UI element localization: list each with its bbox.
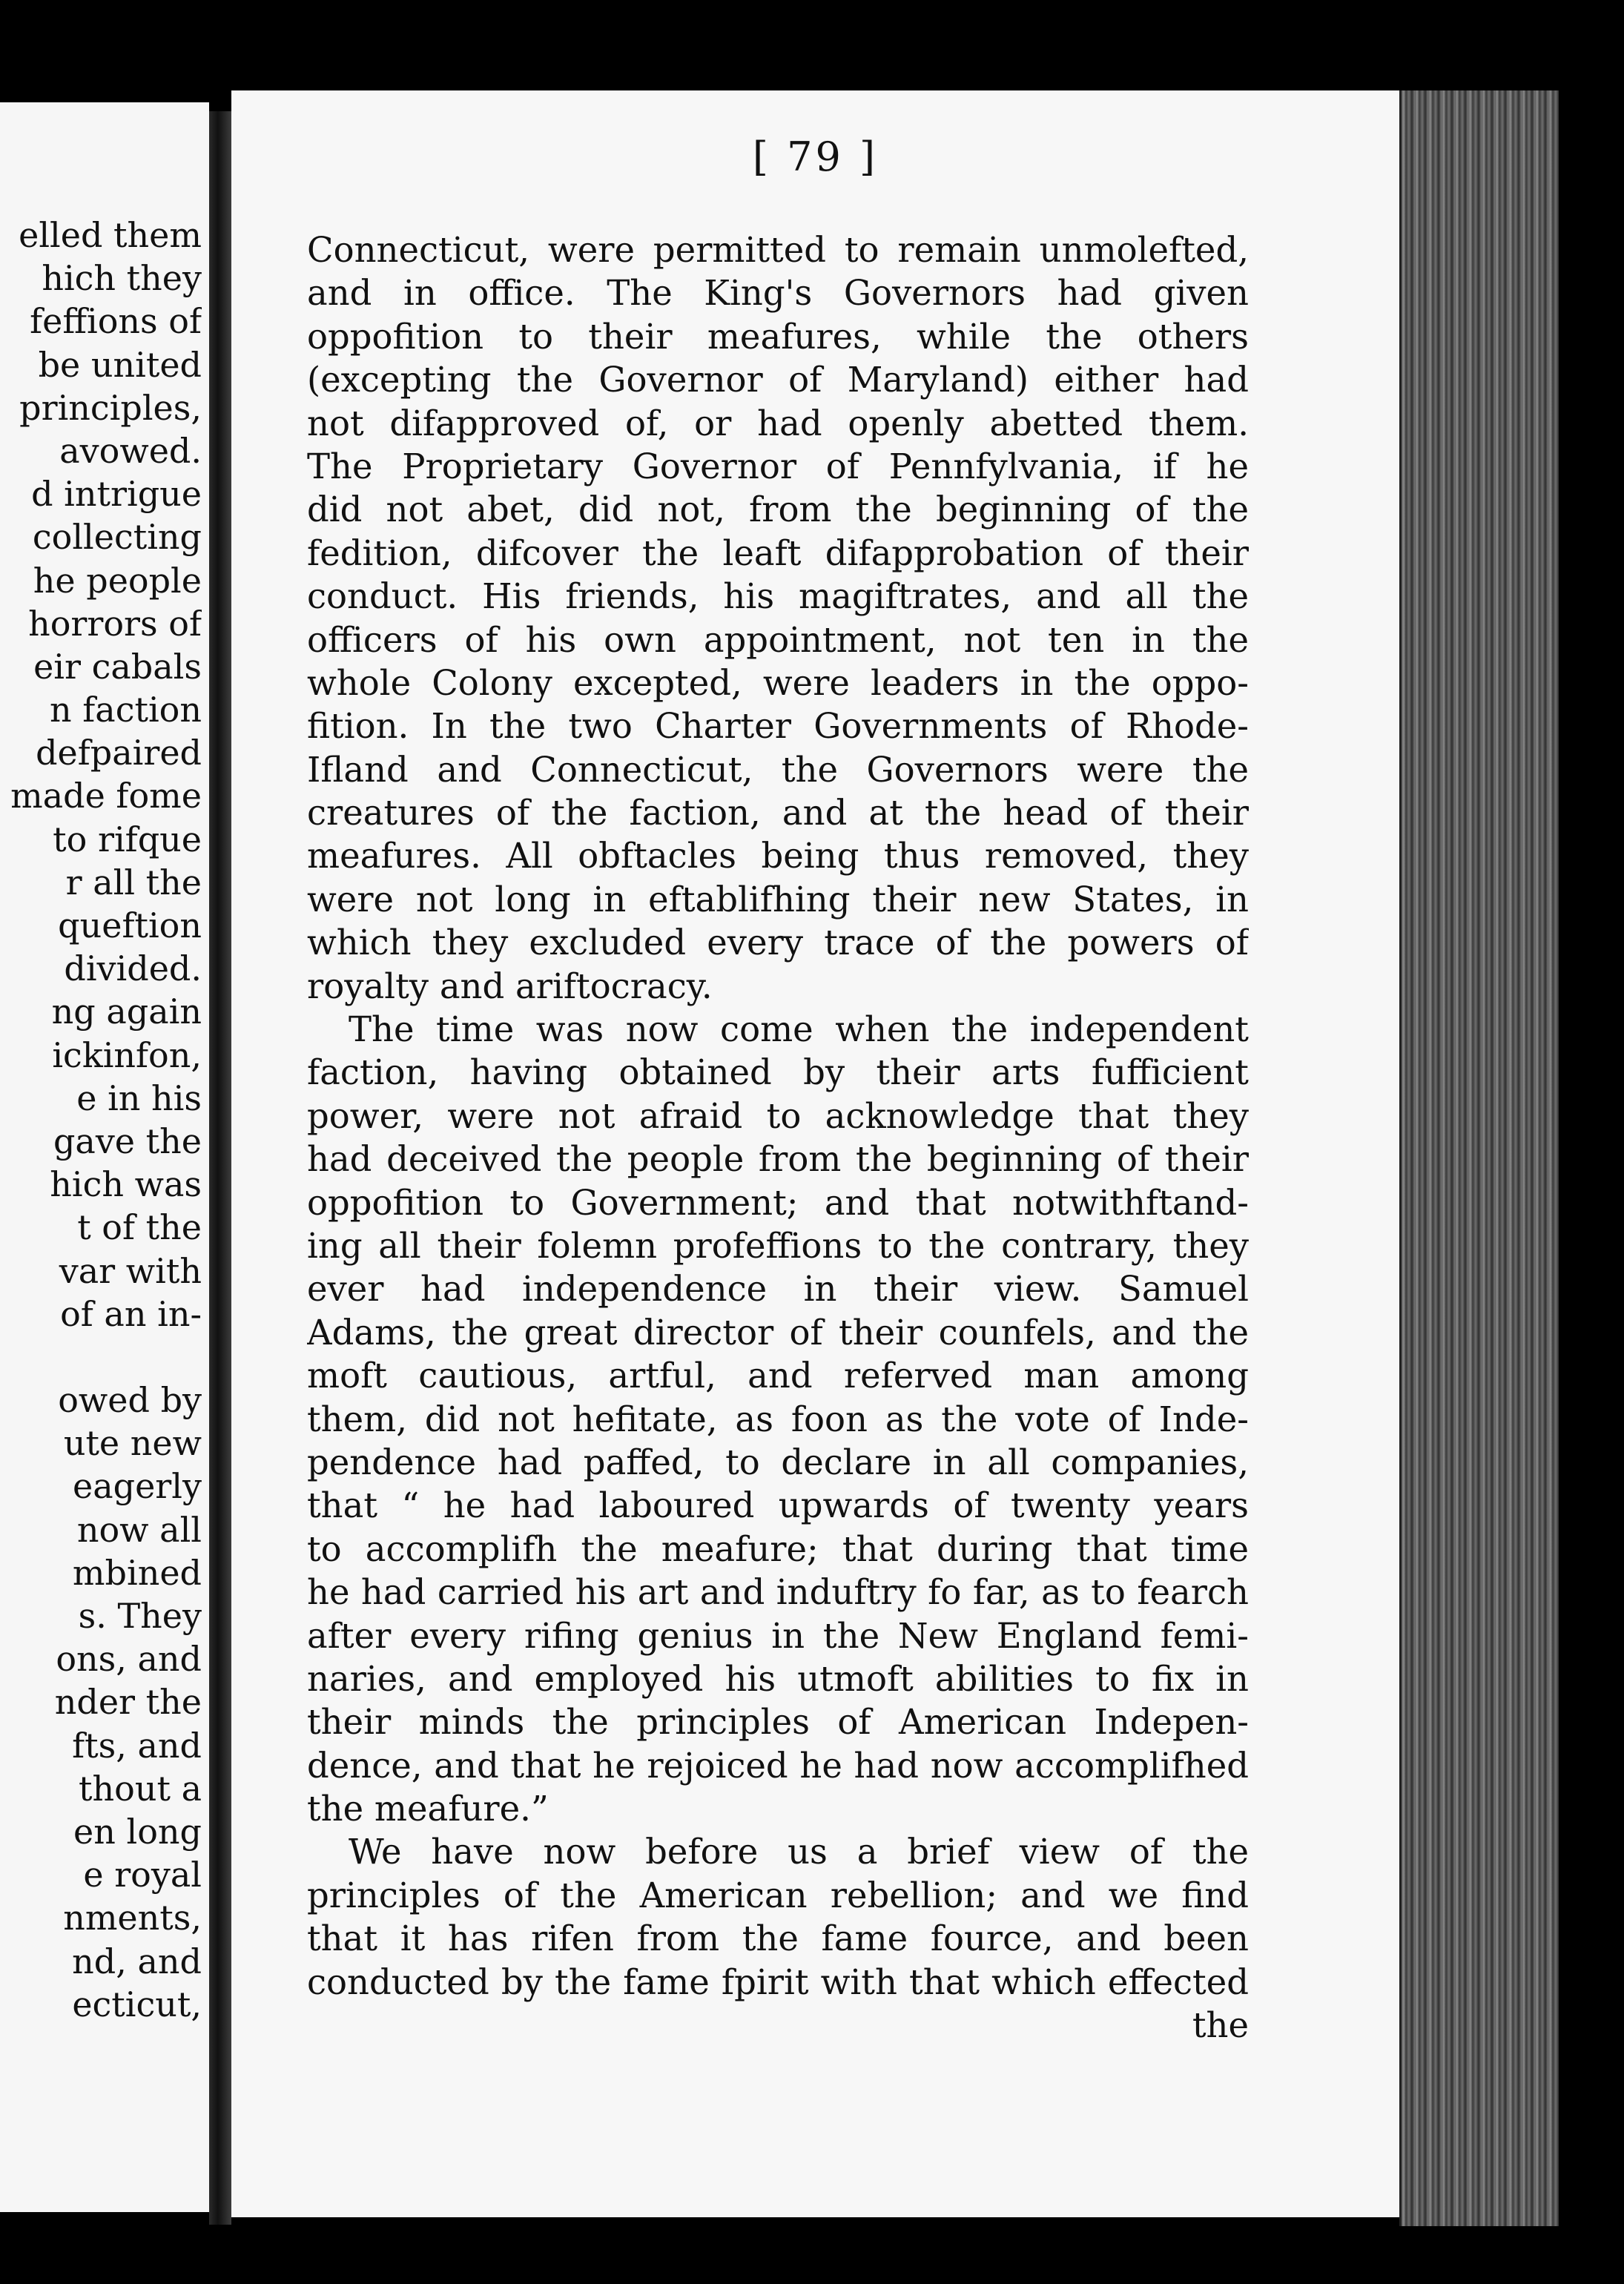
text-line: oppofition to their meafures, while the others (307, 316, 1249, 357)
catchword: the (1192, 2005, 1249, 2046)
text-line: ever had independence in their view. Samuel (307, 1269, 1249, 1310)
left-page-line: feffions of (30, 301, 202, 342)
left-page-line: owed by (58, 1380, 202, 1421)
left-page-line: ons, and (56, 1639, 202, 1680)
text-line: meafures. All obftacles being thus removed, they (307, 836, 1249, 877)
left-page-line: r all the (65, 862, 202, 902)
paragraph (307, 1008, 1249, 1830)
text-line: which they excluded every trace of the powers of (307, 922, 1249, 963)
text-line: naries, and employed his utmoft abilities to fix in (307, 1658, 1249, 1699)
text-line: conducted by the fame fpirit with that which effected (307, 1961, 1249, 2002)
left-page-line: d intrigue (31, 474, 202, 515)
text-line: he had carried his art and induftry fo far, as to fearch (307, 1572, 1249, 1613)
left-page-line: elled them (19, 215, 202, 255)
text-line: were not long in eftablifhing their new States, in (307, 879, 1249, 920)
text-line: oppofition to Government; and that notwithftand- (307, 1182, 1249, 1223)
page-number: [ 79 ] (752, 133, 879, 180)
left-facing-page (0, 102, 209, 2212)
left-page-line: horrors of (28, 603, 202, 644)
paragraph (307, 228, 1249, 1008)
main-page (231, 90, 1399, 2217)
text-line: Adams, the great director of their counfels, and the (307, 1312, 1249, 1353)
left-page-line: principles, (19, 387, 202, 428)
text-line: fedition, difcover the leaft difapprobation of their (307, 532, 1249, 573)
left-page-line: he people (33, 560, 202, 601)
text-line: that it has rifen from the fame fource, and been (307, 1918, 1249, 1959)
left-page-line: to rifque (53, 819, 202, 859)
left-page-line: ng again (51, 991, 202, 1032)
text-line: moft cautious, artful, and referved man among (307, 1356, 1249, 1396)
text-line: them, did not hefitate, as foon as the vote of Inde- (307, 1399, 1249, 1439)
paragraph (307, 1830, 1249, 2004)
left-page-line: eagerly (72, 1466, 202, 1507)
text-line: Ifland and Connecticut, the Governors were the (307, 749, 1249, 790)
text-line: after every rifing genius in the New England femi- (307, 1615, 1249, 1656)
text-line: (excepting the Governor of Maryland) either had (307, 360, 1249, 400)
left-page-line: hich they (42, 258, 202, 299)
left-page-line: be united (38, 344, 202, 385)
text-line: faction, having obtained by their arts fufficient (307, 1052, 1249, 1093)
left-page-line: e in his (76, 1077, 202, 1118)
left-page-line (0, 1336, 202, 1379)
left-page-line: made fome (10, 776, 202, 816)
text-line: to accomplifh the meafure; that during that time (307, 1528, 1249, 1569)
text-line: The time was now come when the independent (349, 1009, 1249, 1050)
text-line: and in office. The King's Governors had given (307, 273, 1249, 314)
left-page-line: queftion (58, 905, 202, 945)
left-page-line: nd, and (72, 1941, 202, 1981)
left-page-line: eir cabals (33, 646, 202, 687)
text-line: ing all their folemn profeffions to the contrary, they (307, 1225, 1249, 1266)
text-line: conduct. His friends, his magiftrates, and all the (307, 576, 1249, 617)
left-page-line: hich was (50, 1164, 202, 1205)
body-text (307, 228, 1249, 2047)
left-page-text (0, 214, 202, 2026)
left-page-line: of an in- (60, 1293, 202, 1334)
left-page-line: ute new (63, 1423, 202, 1464)
text-line: did not abet, did not, from the beginning of the (307, 489, 1249, 530)
left-page-line: nments, (63, 1898, 202, 1938)
text-line: dence, and that he rejoiced he had now accomplifhed (307, 1745, 1249, 1786)
text-line: their minds the principles of American Indepen- (307, 1702, 1249, 1743)
left-page-line: mbined (72, 1552, 202, 1593)
text-line: power, were not afraid to acknowledge that they (307, 1095, 1249, 1136)
left-page-line: gave the (53, 1120, 202, 1161)
text-line: creatures of the faction, and at the head of their (307, 793, 1249, 834)
text-line: that “ he had laboured upwards of twenty years (307, 1485, 1249, 1526)
left-page-line: avowed. (59, 430, 202, 471)
text-line: fition. In the two Charter Governments of Rhode- (307, 706, 1249, 747)
text-line: officers of his own appointment, not ten in the (307, 619, 1249, 660)
left-page-line: ickinfon, (52, 1034, 202, 1075)
left-page-line: n faction (50, 690, 202, 730)
left-page-line: divided. (64, 948, 202, 989)
left-page-line: s. They (78, 1596, 202, 1636)
text-line: whole Colony excepted, were leaders in the oppo- (307, 662, 1249, 703)
left-page-line: en long (73, 1811, 202, 1852)
left-page-line: fts, and (72, 1725, 202, 1766)
left-page-line: collecting (32, 517, 202, 558)
text-line: had deceived the people from the beginning of their (307, 1139, 1249, 1180)
text-line: principles of the American rebellion; and we find (307, 1875, 1249, 1915)
left-page-line: ecticut, (72, 1984, 202, 2024)
left-page-line: thout a (79, 1768, 202, 1809)
text-line: not difapproved of, or had openly abetted them. (307, 403, 1249, 443)
text-line: pendence had paffed, to declare in all companies, (307, 1442, 1249, 1482)
page-edges (1399, 90, 1559, 2226)
text-line: the meafure.” (307, 1789, 549, 1829)
text-line: royalty and ariftocracy. (307, 966, 713, 1006)
book-gutter (209, 111, 231, 2225)
left-page-line: defpaired (36, 733, 202, 773)
text-line: The Proprietary Governor of Pennfylvania, if he (307, 446, 1249, 486)
left-page-line: now all (76, 1509, 202, 1550)
left-page-line: nder the (54, 1682, 202, 1723)
left-page-line: e royal (83, 1855, 202, 1895)
left-page-line: t of the (77, 1207, 202, 1248)
left-page-line: var with (59, 1250, 202, 1291)
text-line: Connecticut, were permitted to remain unmolefted, (307, 230, 1249, 270)
text-line: We have now before us a brief view of the (349, 1832, 1249, 1872)
